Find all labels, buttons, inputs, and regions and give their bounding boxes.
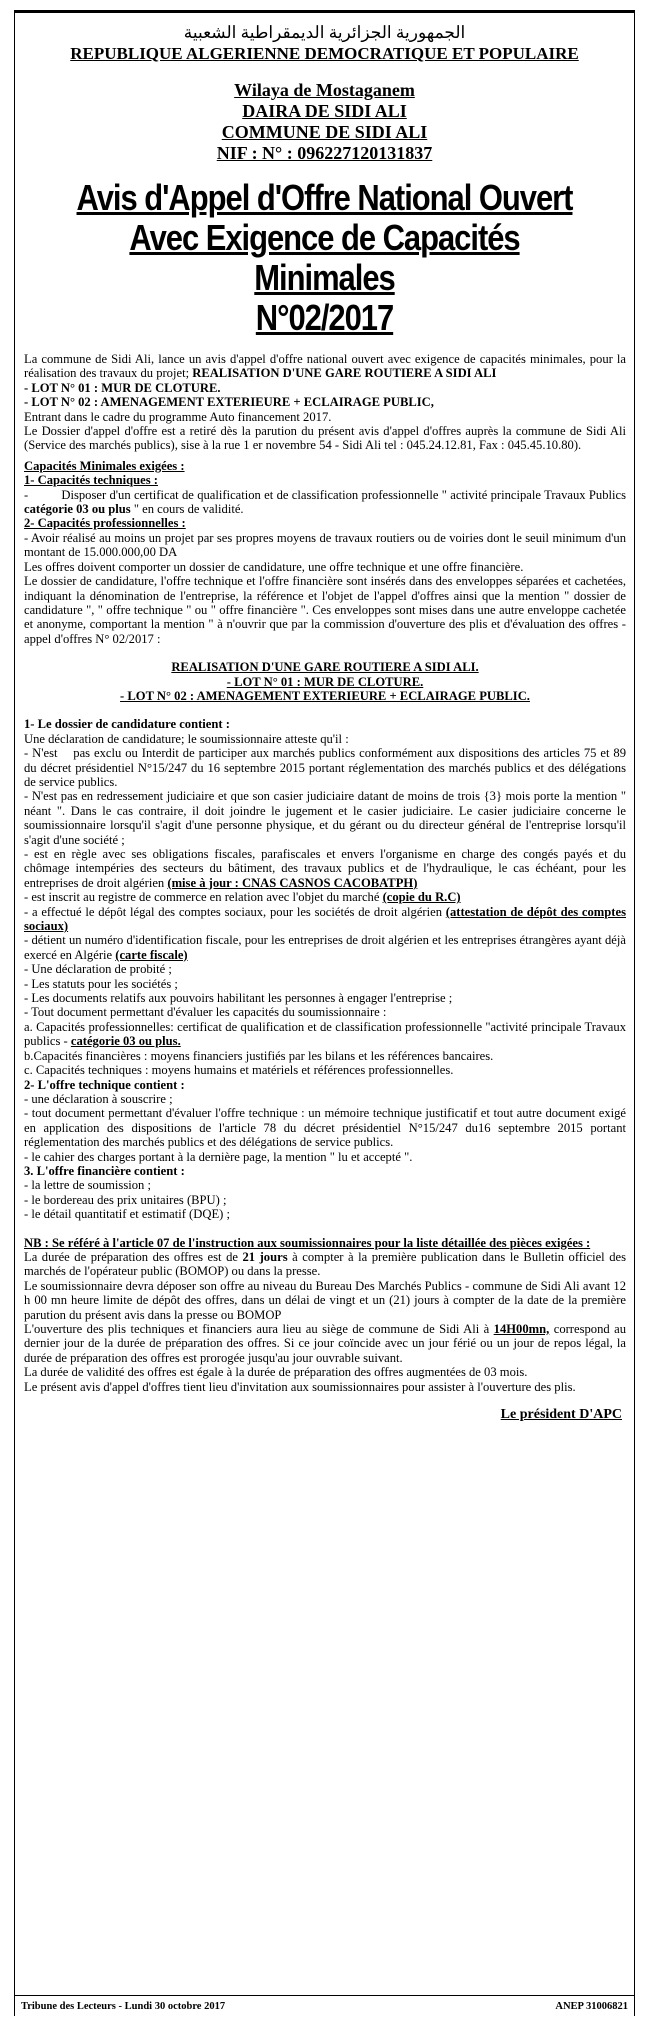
notice-body bbox=[15, 338, 634, 1422]
candidature-item: - est inscrit au registre de commerce en relation avec l'objet du marché (copie du R.C) bbox=[24, 890, 461, 905]
candidature-item: - détient un numéro d'identification fiscale, pour les entreprises de droit algérien et les entreprises étrangères ayant déjà exercé en Algérie (carte fiscale) bbox=[24, 933, 626, 962]
capacites-heading: Capacités Minimales exigées : bbox=[24, 458, 185, 473]
capacites-pro-heading: 2- Capacités professionnelles : bbox=[24, 516, 186, 531]
project-heading: REALISATION D'UNE GARE ROUTIERE A SIDI ALI. - LOT N° 01 : MUR DE CLOTURE. - LOT N° 02 : AMENAGEMENT EXTERIEURE + ECLAIRAGE PUBLIC. bbox=[120, 660, 530, 703]
candidature-intro: Une déclaration de candidature; le soumissionnaire atteste qu'il : bbox=[24, 731, 349, 746]
title-line-3: N°02/2017 bbox=[255, 297, 394, 338]
candidature-item: a. Capacités professionnelles: certificat de qualification et de classification professionnelle "activité principale Travaux publics - catégorie 03 ou plus. bbox=[24, 1019, 626, 1049]
nb-heading: NB : Se référé à l'article 07 de l'instruction aux soumissionnaires pour la liste détaillée des pièces exigées : bbox=[24, 1235, 591, 1250]
intro-paragraph: La commune de Sidi Ali, lance un avis d'appel d'offre national ouvert avec exigence de capacités minimales, pour la réalisation des travaux du projet; REALISATION D'UNE GARE ROUTIERE A SIDI ALI bbox=[24, 352, 626, 381]
candidature-item: - est en règle avec ses obligations fiscales, parafiscales et envers l'organisme en charge des congés payés et du chômage intempéries des secteurs du bâtiment, des travaux publics et de l'hydraulique, le cas échéant, pour les entreprises de droit algérien (mise à jour : CNAS CASNOS CACOBATPH) bbox=[24, 847, 626, 890]
candidature-item: b.Capacités financières : moyens financiers justifiés par les bilans et les références bancaires. bbox=[24, 1048, 494, 1063]
footer-publication: Tribune des Lecteurs - Lundi 30 octobre 2017 bbox=[21, 2000, 226, 2012]
nb-invitation: Le présent avis d'appel d'offres tient lieu d'invitation aux soumissionnaires pour assister à l'ouverture des plis. bbox=[24, 1379, 576, 1394]
dossier-enveloppes: Le dossier de candidature, l'offre technique et l'offre financière sont insérés dans des enveloppes séparées et cachetées, indiquant la dénomination de l'entreprise, la référence et l'objet de l'appel d'offres ainsi que la mention " dossier de candidature ", " offre technique " ou " offre financière ". Ces enveloppes sont mises dans une autre enveloppe cachetée et anonyme, comportant la mention " à n'ouvrir que par la commission d'ouverture des plis et d'évaluation des offres - appel d'offres N° 02/2017 : bbox=[24, 574, 626, 646]
technique-item: - tout document permettant d'évaluer l'offre technique : un mémoire technique justificatif et tout autre document exigé en application des dispositions de l'article 78 du décret présidentiel N°15/247 du16 septembre 2015 portant réglementation des marchés publics et des délégations de service publics. bbox=[24, 1106, 626, 1150]
capacites-tech-heading: 1- Capacités techniques : bbox=[24, 473, 158, 488]
header-arabic: الجمهورية الجزائرية الديمقراطية الشعبية bbox=[183, 23, 466, 42]
intro-lot-1: - LOT N° 01 : MUR DE CLOTURE. bbox=[24, 380, 221, 395]
nb-ouverture: L'ouverture des plis techniques et financiers aura lieu au siège de commune de Sidi Ali à 14H00mn, correspond au dernier jour de la durée de préparation des offres. Si ce jour coïncide avec un jour férié ou un jour de repos légal, la durée de préparation des offres est prorogée jusqu'au jour ouvrable suivant. bbox=[24, 1322, 626, 1365]
nb-validite: La durée de validité des offres est égale à la durée de préparation des offres augmentées de 03 mois. bbox=[24, 1365, 528, 1380]
signature: Le président D'APC bbox=[500, 1407, 622, 1423]
nb-depot: Le soumissionnaire devra déposer son offre au niveau du Bureau Des Marchés Publics - commune de Sidi Ali avant 12 h 00 mn heure limite de dépôt des offres, dans un délai de vingt et un (21) jours à compter de la date de la première parution du présent avis dans la presse ou BOMOP bbox=[24, 1278, 626, 1322]
capacites-pro-text: - Avoir réalisé au moins un projet par ses propres moyens de travaux routiers ou de voiries dont le seuil minimum d'un montant de 15.000.000,00 DA bbox=[24, 530, 626, 560]
header-nif: NIF : N° : 096227120131837 bbox=[216, 143, 433, 163]
candidature-item: - Les documents relatifs aux pouvoirs habilitant les personnes à engager l'entreprise ; bbox=[24, 991, 453, 1006]
candidature-item: - Une déclaration de probité ; bbox=[24, 962, 172, 977]
candidature-item: - a effectué le dépôt légal des comptes sociaux, pour les sociétés de droit algérien (attestation de dépôt des comptes sociaux) bbox=[24, 904, 626, 934]
candidature-item: - N'est pas en redressement judiciaire et que son casier judiciaire datant de moins de trois {3} mois porte la mention " néant ". Dans le cas contraire, il doit joindre le jugement et le casier judiciaire. Le casier judiciaire concerne le soumissionnaire lorsqu'il s'agit d'une personne physique, et du gérant ou du directeur général de l'entreprise lorsqu'il s'agit d'une société ; bbox=[24, 789, 626, 847]
nb-duree: La durée de préparation des offres est de 21 jours à compter à la première publication dans le Bulletin officiel des marchés de l'opérateur public (BOMOP) ou dans la presse. bbox=[24, 1249, 626, 1279]
intro-retrait: Le Dossier d'appel d'offre est a retiré dès la parution du présent avis d'appel d'offres auprès la commune de Sidi Ali (Service des marchés publics), sise à la rue 1 er novembre 54 - Sidi Ali tel : 045.24.12.81, Fax : 045.45.10.80). bbox=[24, 424, 626, 453]
offres-composition: Les offres doivent comporter un dossier de candidature, une offre technique et une offre financière. bbox=[24, 559, 524, 574]
intro-lot-2: - LOT N° 02 : AMENAGEMENT EXTERIEURE + ECLAIRAGE PUBLIC, bbox=[24, 395, 434, 410]
financiere-item: - le bordereau des prix unitaires (BPU) ; bbox=[24, 1192, 227, 1207]
technique-heading: 2- L'offre technique contient : bbox=[24, 1077, 185, 1092]
header-authority bbox=[15, 80, 634, 164]
title-line-1: Avis d'Appel d'Offre National Ouvert bbox=[76, 177, 573, 218]
intro-programme: Entrant dans le cadre du programme Auto financement 2017. bbox=[24, 409, 332, 424]
financiere-heading: 3. L'offre financière contient : bbox=[24, 1163, 185, 1178]
header-wilaya: Wilaya de Mostaganem bbox=[234, 80, 415, 100]
technique-item: - le cahier des charges portant à la dernière page, la mention " lu et accepté ". bbox=[24, 1149, 413, 1164]
capacites-tech-text: - Disposer d'un certificat de qualification et de classification professionnelle " activité principale Travaux Publics catégorie 03 ou plus " en cours de validité. bbox=[24, 487, 630, 517]
financiere-item: - le détail quantitatif et estimatif (DQE) ; bbox=[24, 1207, 230, 1222]
notice-page bbox=[14, 10, 635, 2016]
header-daira: DAIRA DE SIDI ALI bbox=[242, 101, 407, 121]
candidature-item: - Tout document permettant d'évaluer les capacités du soumissionnaire : bbox=[24, 1005, 387, 1020]
candidature-item: - N'est pas exclu ou Interdit de participer aux marchés publics conformément aux dispositions des articles 75 et 89 du décret présidentiel N°15/247 du 16 septembre 2015 portant réglementation des marchés publics et des délégations de service publics. bbox=[24, 746, 633, 789]
title-line-2: Avec Exigence de Capacités Minimales bbox=[129, 217, 520, 298]
candidature-heading: 1- Le dossier de candidature contient : bbox=[24, 717, 230, 732]
candidature-item: c. Capacités techniques : moyens humains et matériels et références professionnelles. bbox=[24, 1063, 454, 1078]
candidature-item: - Les statuts pour les sociétés ; bbox=[24, 976, 178, 991]
technique-item: - une déclaration à souscrire ; bbox=[24, 1091, 173, 1106]
footer bbox=[15, 1995, 634, 2016]
footer-anep: ANEP 31006821 bbox=[555, 2000, 628, 2012]
header-commune: COMMUNE DE SIDI ALI bbox=[221, 122, 428, 142]
page-title bbox=[58, 178, 590, 338]
financiere-item: - la lettre de soumission ; bbox=[24, 1178, 151, 1193]
header-republic: REPUBLIQUE ALGERIENNE DEMOCRATIQUE ET POPULAIRE bbox=[70, 44, 579, 63]
